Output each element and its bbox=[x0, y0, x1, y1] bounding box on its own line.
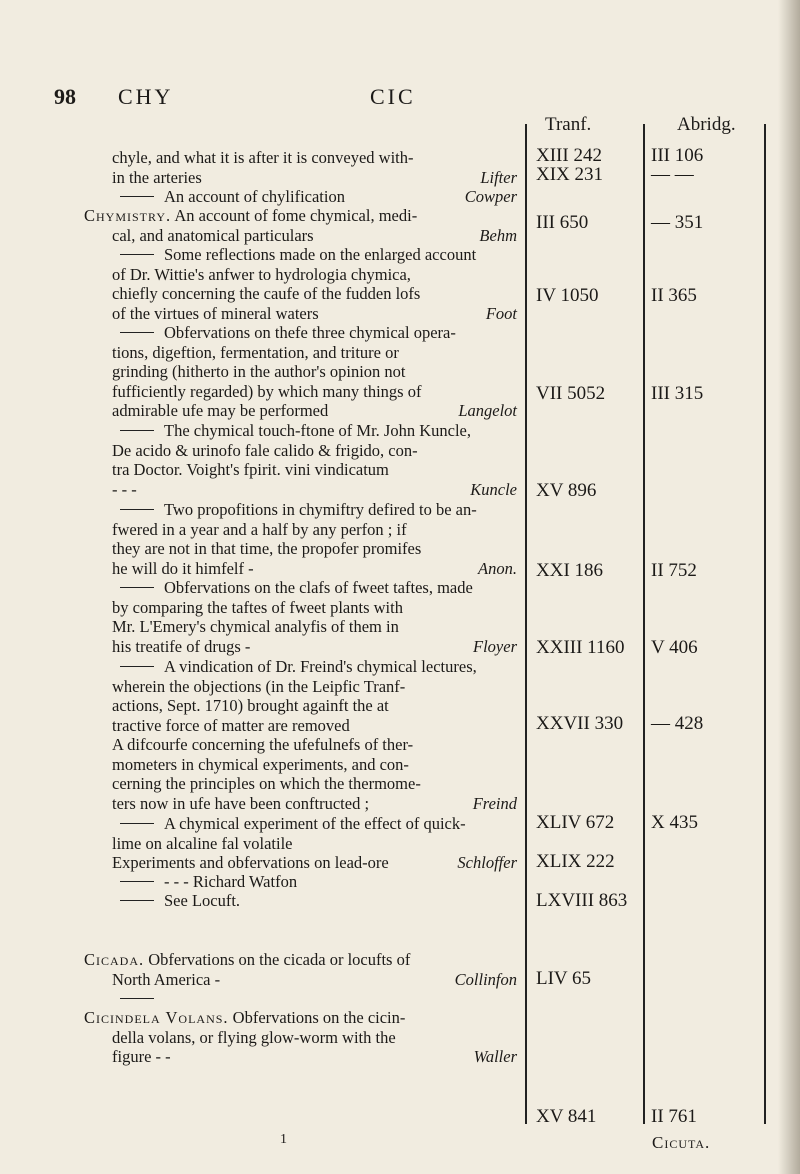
entry-text: tractive force of matter are removed bbox=[112, 715, 350, 735]
entry-text: by comparing the taftes of fweet plants with bbox=[112, 597, 403, 617]
abridg-ref: II 752 bbox=[651, 560, 697, 581]
entry-text: A vindication of Dr. Freind's chymical lectures, bbox=[164, 657, 477, 676]
column-rule-3 bbox=[764, 124, 766, 1124]
entry-text: wherein the objections (in the Leipfic Tranf- bbox=[112, 676, 406, 696]
trans-ref: XLIV 672 bbox=[536, 812, 615, 833]
entry-text: ters now in ufe have been conftructed ; bbox=[112, 793, 370, 813]
entry-text: - - - Richard Watfon bbox=[164, 872, 298, 891]
trans-ref: XXI 186 bbox=[536, 560, 604, 581]
entry-text: actions, Sept. 1710) brought againft the at bbox=[112, 696, 389, 715]
entry-text: grinding (hitherto in the author's opinion not bbox=[112, 362, 406, 381]
index-entry bbox=[90, 814, 517, 873]
running-head-left: CHY bbox=[118, 84, 174, 109]
catchword: Cicuta. bbox=[652, 1133, 711, 1152]
entry-text: of Dr. Wittie's anfwer to hydrologia chymica, bbox=[112, 264, 411, 284]
index-entry bbox=[90, 421, 517, 499]
entry-text: fwered in a year and a half by any perfon ; if bbox=[112, 519, 407, 539]
entry-author: Behm bbox=[479, 225, 517, 245]
entry-text: in the arteries bbox=[112, 167, 202, 187]
trans-ref: IV 1050 bbox=[536, 285, 599, 306]
index-entry bbox=[90, 989, 517, 1009]
entry-text: of the virtues of mineral waters bbox=[112, 303, 319, 323]
entry-text: they are not in that time, the propofer promifes bbox=[112, 539, 422, 558]
entry-text: della volans, or flying glow-worm with the bbox=[112, 1027, 396, 1047]
entry-author: Kuncle bbox=[470, 479, 517, 499]
entry-text: cal, and anatomical particulars bbox=[112, 225, 314, 245]
trans-ref: XV 841 bbox=[536, 1106, 597, 1127]
index-entry bbox=[90, 187, 517, 207]
entry-text: figure - - bbox=[112, 1047, 171, 1066]
trans-ref: XV 896 bbox=[536, 480, 597, 501]
entry-text: mometers in chymical experiments, and con- bbox=[112, 754, 409, 774]
trans-ref: XLIX 222 bbox=[536, 851, 615, 872]
signature-mark: 1 bbox=[280, 1132, 287, 1147]
index-entry bbox=[84, 1008, 517, 1067]
index-entry bbox=[84, 950, 517, 989]
entry-text: admirable ufe may be performed bbox=[112, 401, 329, 420]
entry-head-word: Cicindela Volans. bbox=[84, 1008, 229, 1027]
trans-ref: XXVII 330 bbox=[536, 713, 624, 734]
column-heading-abridgment: Abridg. bbox=[677, 114, 736, 135]
entry-text: Obfervations on thefe three chymical opera- bbox=[164, 323, 456, 342]
entry-author: Freind bbox=[472, 793, 517, 813]
entry-text: his treatife of drugs - bbox=[112, 636, 251, 656]
page-number: 98 bbox=[54, 84, 76, 109]
abridg-ref: — 428 bbox=[651, 713, 704, 734]
entry-text: See Locuft. bbox=[164, 891, 241, 910]
entry-author: Collinfon bbox=[454, 969, 517, 989]
entry-author: Schloffer bbox=[457, 853, 517, 872]
entry-text: Some reflections made on the enlarged account bbox=[164, 245, 477, 264]
entry-text: Two propofitions in chymiftry defired to be an- bbox=[164, 500, 477, 519]
entry-text: De acido & urinofo fale calido & frigido, con- bbox=[112, 440, 418, 460]
entry-text: fufficiently regarded) by which many things of bbox=[112, 381, 422, 401]
entry-author: Langelot bbox=[458, 401, 517, 420]
entry-text: cerning the principles on which the thermome- bbox=[112, 774, 421, 793]
entry-author: Foot bbox=[485, 303, 517, 323]
trans-ref: XXIII 1160 bbox=[536, 637, 625, 658]
trans-ref: LXVIII 863 bbox=[536, 890, 628, 911]
trans-ref: XIII 242 bbox=[536, 145, 602, 166]
entry-text: Obfervations on the cicin- bbox=[232, 1008, 406, 1027]
index-entry bbox=[90, 323, 517, 421]
abridg-ref: II 365 bbox=[651, 285, 697, 306]
entry-text: Obfervations on the cicada or locufts of bbox=[148, 950, 411, 969]
abridg-ref: — — bbox=[651, 164, 694, 185]
entry-head-word: Chymistry. bbox=[84, 206, 172, 225]
entry-text: A difcourfe concerning the ufefulnefs of ther- bbox=[112, 735, 414, 754]
entry-text: he will do it himfelf - bbox=[112, 558, 254, 578]
column-heading-transactions: Tranf. bbox=[545, 114, 592, 135]
trans-ref: III 650 bbox=[536, 212, 589, 233]
entry-text: chiefly concerning the caufe of the fudden lofs bbox=[112, 284, 421, 303]
entry-author: Anon. bbox=[478, 558, 517, 578]
index-entry bbox=[84, 206, 517, 245]
abridg-ref: X 435 bbox=[651, 812, 698, 833]
abridg-ref: V 406 bbox=[651, 637, 698, 658]
entry-text: - - - bbox=[112, 479, 137, 499]
trans-ref: LIV 65 bbox=[536, 968, 592, 989]
trans-ref: XIX 231 bbox=[536, 164, 604, 185]
entry-author: Lifter bbox=[480, 167, 517, 187]
entry-author: Floyer bbox=[473, 636, 517, 656]
entry-text: lime on alcaline fal volatile bbox=[112, 833, 293, 853]
column-rule-1 bbox=[525, 124, 527, 1124]
entry-text: chyle, and what it is after it is conveyed with- bbox=[112, 148, 414, 167]
abridg-ref: III 315 bbox=[651, 383, 704, 404]
column-rule-2 bbox=[643, 124, 645, 1124]
abridg-ref: II 761 bbox=[651, 1106, 697, 1127]
entry-text: tra Doctor. Voight's fpirit. vini vindicatum bbox=[112, 460, 389, 479]
entry-text: Experiments and obfervations on lead-ore bbox=[112, 853, 389, 872]
running-head-right: CIC bbox=[370, 84, 416, 109]
index-entry bbox=[90, 872, 517, 892]
entry-head-word: Cicada. bbox=[84, 950, 145, 969]
page-edge-shadow bbox=[778, 0, 800, 1174]
entry-text: The chymical touch-ftone of Mr. John Kuncle, bbox=[164, 421, 471, 440]
entry-text: A chymical experiment of the effect of quick- bbox=[164, 814, 466, 833]
entry-text: Mr. L'Emery's chymical analyfis of them in bbox=[112, 617, 399, 636]
index-entry bbox=[90, 578, 517, 656]
abridg-ref: III 106 bbox=[651, 145, 704, 166]
entry-text: Obfervations on the clafs of fweet taftes, made bbox=[164, 578, 473, 597]
entry-author: Waller bbox=[473, 1047, 517, 1066]
entry-text: An account of chylification bbox=[164, 187, 345, 206]
entry-text: An account of fome chymical, medi- bbox=[174, 206, 418, 225]
index-entry bbox=[90, 500, 517, 578]
index-entry bbox=[90, 891, 517, 930]
trans-ref: VII 5052 bbox=[536, 383, 606, 404]
index-entry bbox=[90, 245, 517, 323]
entry-text: North America - bbox=[112, 969, 221, 989]
entry-text: tions, digeftion, fermentation, and triture or bbox=[112, 342, 399, 362]
index-entry bbox=[90, 148, 517, 187]
index-entry bbox=[90, 657, 517, 813]
abridg-ref: — 351 bbox=[651, 212, 704, 233]
entry-author: Cowper bbox=[464, 187, 517, 206]
